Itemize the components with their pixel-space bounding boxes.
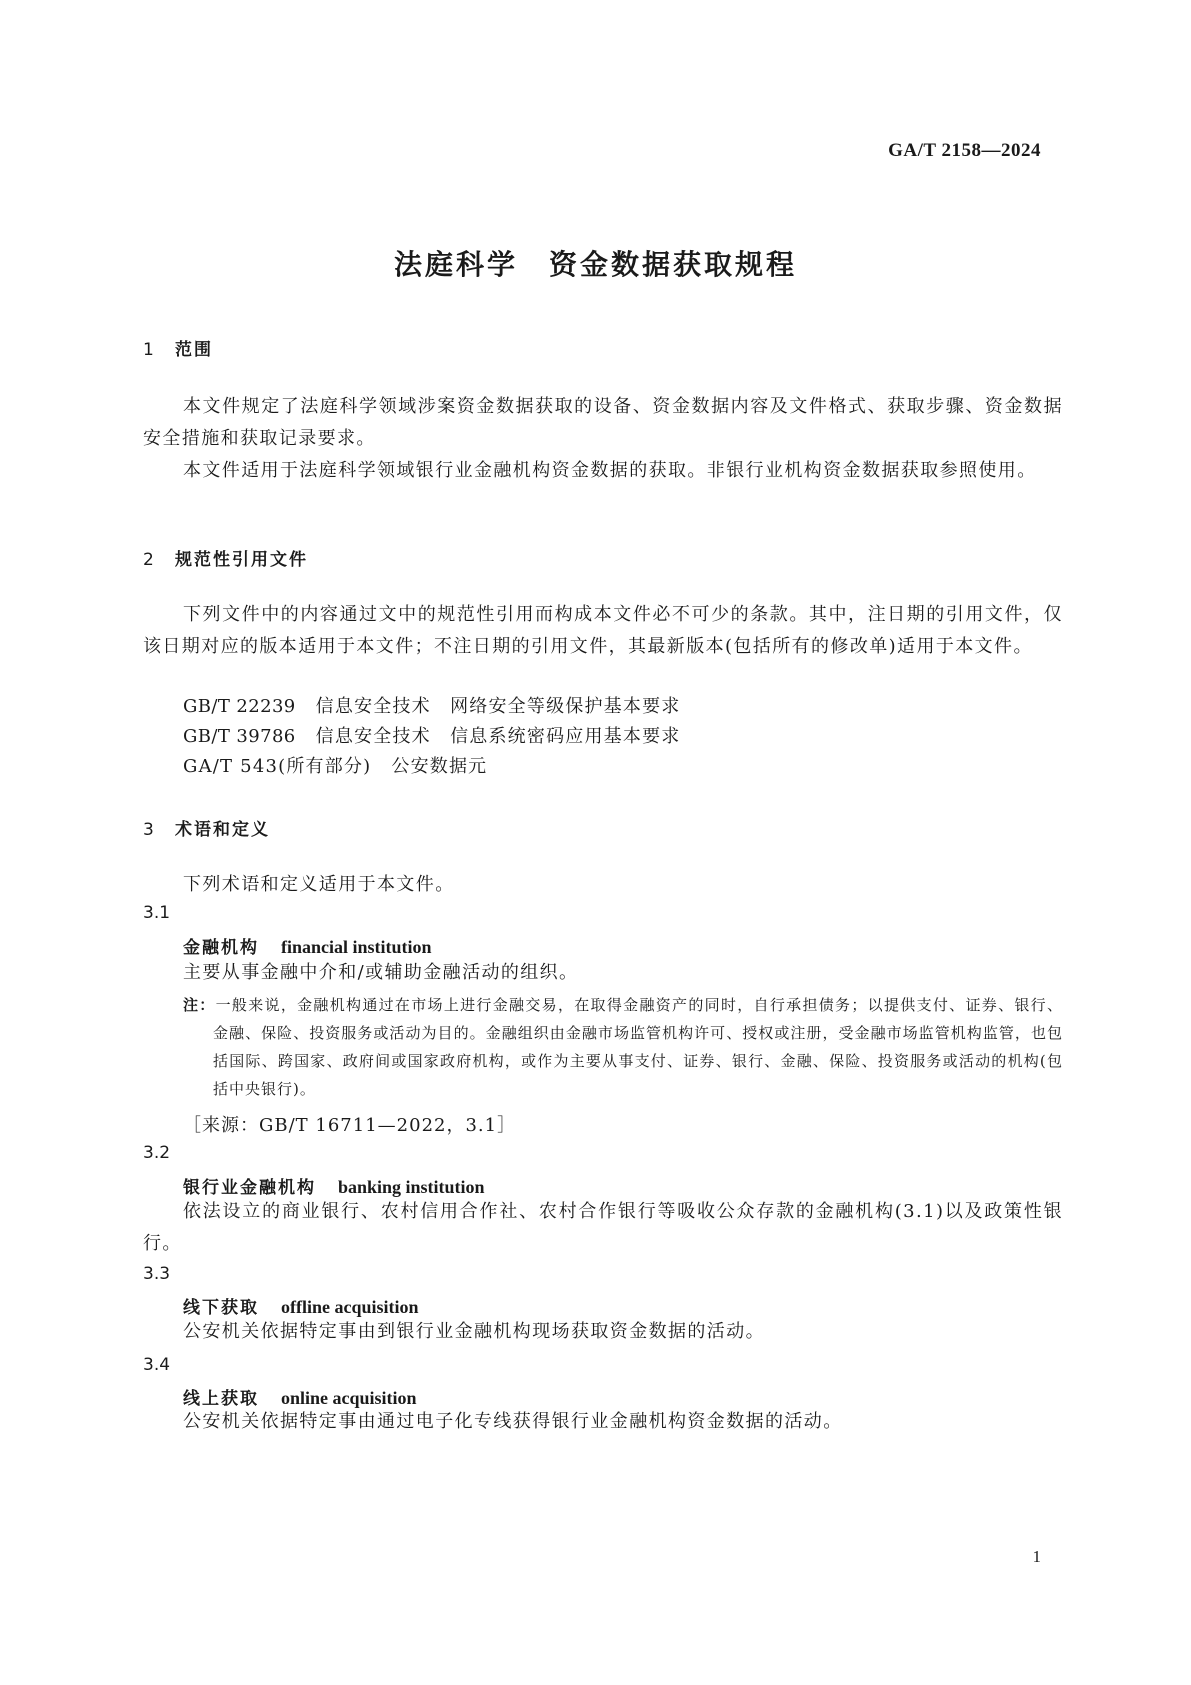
term-number: 3.2 [143,1143,171,1163]
term-heading [183,1173,485,1198]
term-en: online acquisition [281,1388,417,1408]
term-number: 3.4 [143,1355,171,1375]
term-note [183,991,1063,1103]
term-definition: 公安机关依据特定事由到银行业金融机构现场获取资金数据的活动。 [183,1321,765,1342]
term-zh: 银行业金融机构 [183,1178,316,1198]
term-number: 3.1 [143,903,171,923]
term-number: 3.3 [143,1264,171,1284]
section-1-heading [143,335,213,360]
reference-title: 信息安全技术 信息系统密码应用基本要求 [315,726,681,747]
section-title: 范围 [175,340,213,360]
term-zh: 金融机构 [183,938,259,958]
paragraph: 下列文件中的内容通过文中的规范性引用而构成本文件必不可少的条款。其中，注日期的引用文件，仅该日期对应的版本适用于本文件；不注日期的引用文件，其最新版本(包括所有的修改单)适用于本文件。 [143,604,1063,657]
reference-code: GB/T 39786 [183,726,296,747]
reference-item [183,722,680,748]
document-number: GA/T 2158—2024 [888,140,1041,161]
paragraph: 下列术语和定义适用于本文件。 [183,874,455,895]
section-number: 1 [143,340,156,360]
paragraph: 本文件规定了法庭科学领域涉案资金数据获取的设备、资金数据内容及文件格式、获取步骤、资金数据安全措施和获取记录要求。 [143,396,1063,449]
reference-title: 信息安全技术 网络安全等级保护基本要求 [315,696,681,717]
document-title: 法庭科学 资金数据获取规程 [393,248,797,281]
term-zh: 线上获取 [183,1389,259,1409]
page-number: 1 [1032,1547,1041,1566]
term-en: financial institution [281,937,432,957]
term-definition: 依法设立的商业银行、农村信用合作社、农村合作银行等吸收公众存款的金融机构(3.1)以及政策性银行。 [143,1201,1063,1254]
note-label: 注： [183,996,216,1014]
reference-code: GB/T 22239 [183,696,296,717]
section-title: 术语和定义 [175,820,270,840]
reference-item [183,692,680,718]
term-heading [183,933,432,958]
term-definition: 主要从事金融中介和/或辅助金融活动的组织。 [183,962,579,983]
section-2-heading [143,545,308,570]
term-en: banking institution [338,1177,485,1197]
section-title: 规范性引用文件 [175,550,308,570]
reference-title: 公安数据元 [391,756,488,777]
section-number: 3 [143,820,156,840]
section-3-heading [143,815,270,840]
term-definition: 公安机关依据特定事由通过电子化专线获得银行业金融机构资金数据的活动。 [183,1411,843,1432]
term-source: ［来源：GB/T 16711—2022，3.1］ [183,1115,517,1136]
term-en: offline acquisition [281,1297,419,1317]
term-heading [183,1293,419,1318]
reference-code: GA/T 543(所有部分) [183,756,372,777]
paragraph: 本文件适用于法庭科学领域银行业金融机构资金数据的获取。非银行业机构资金数据获取参照使用。 [183,460,1037,481]
term-zh: 线下获取 [183,1298,259,1318]
reference-item [183,752,487,778]
section-number: 2 [143,550,156,570]
note-text: 一般来说，金融机构通过在市场上进行金融交易，在取得金融资产的同时，自行承担债务；以提供支付、证券、银行、金融、保险、投资服务或活动为目的。金融组织由金融市场监管机构许可、授权或注册，受金融市场监管机构监管，也包括国际、跨国家、政府间或国家政府机构，或作为主要从事支付、证券、银行、金融、保险、投资服务或活动的机构(包括中央银行)。 [213,996,1063,1098]
